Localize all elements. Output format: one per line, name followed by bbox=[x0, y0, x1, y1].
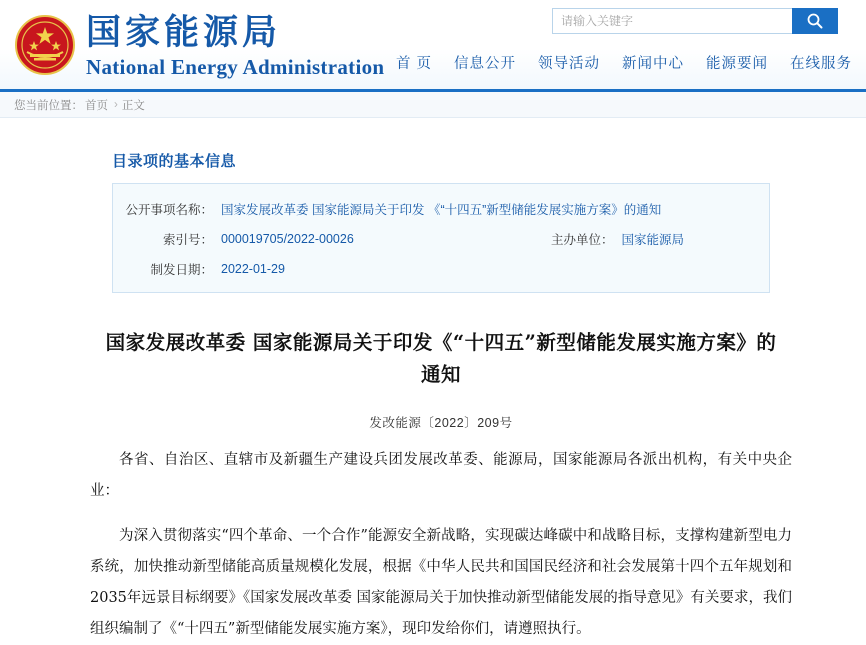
search-input[interactable] bbox=[552, 8, 792, 34]
meta-value-date: 2022-01-29 bbox=[221, 262, 285, 276]
meta-label-organizer: 主办单位： bbox=[550, 233, 614, 247]
meta-table bbox=[113, 194, 769, 284]
breadcrumb bbox=[0, 92, 866, 118]
table-row bbox=[113, 224, 769, 254]
meta-value-organizer: 国家能源局 bbox=[621, 233, 684, 247]
site-title-en: National Energy Administration bbox=[86, 55, 385, 79]
meta-label-index: 索引号： bbox=[162, 233, 213, 247]
nav-item-energy-headlines[interactable]: 能源要闻 bbox=[706, 56, 768, 72]
breadcrumb-label: 您当前位置： bbox=[14, 99, 83, 112]
breadcrumb-separator-icon: › bbox=[114, 98, 118, 111]
national-emblem-icon bbox=[14, 14, 76, 76]
table-row bbox=[113, 194, 769, 224]
page-content bbox=[0, 118, 866, 645]
meta-section-title: 目录项的基本信息 bbox=[112, 153, 237, 170]
breadcrumb-item-current: 正文 bbox=[121, 99, 145, 112]
meta-value-index: 000019705/2022-00026 bbox=[221, 232, 354, 246]
meta-info-panel bbox=[112, 183, 770, 293]
search-box bbox=[552, 8, 838, 34]
main-nav bbox=[396, 52, 852, 73]
document-number: 发改能源〔2022〕209号 bbox=[369, 416, 513, 430]
document-title: 国家发展改革委 国家能源局关于印发《“十四五”新型储能发展实施方案》的通知 bbox=[105, 331, 777, 386]
site-title-cn: 国家能源局 bbox=[86, 13, 282, 53]
breadcrumb-item-home[interactable]: 首页 bbox=[85, 99, 108, 112]
meta-label-date: 制发日期： bbox=[150, 263, 213, 277]
nav-item-info-disclosure[interactable]: 信息公开 bbox=[454, 56, 516, 72]
table-row bbox=[113, 254, 769, 284]
meta-label-name: 公开事项名称： bbox=[125, 203, 213, 217]
nav-item-leader-activities[interactable]: 领导活动 bbox=[538, 56, 600, 72]
site-header bbox=[0, 0, 866, 92]
search-icon bbox=[806, 12, 824, 30]
nav-item-news-center[interactable]: 新闻中心 bbox=[622, 56, 684, 72]
site-brand bbox=[86, 12, 384, 80]
nav-item-home[interactable]: 首 页 bbox=[395, 56, 432, 72]
search-button[interactable] bbox=[792, 8, 838, 34]
document-paragraph-salutation: 各省、自治区、直辖市及新疆生产建设兵团发展改革委、能源局，国家能源局各派出机构，有关中央企业： bbox=[90, 452, 792, 499]
meta-value-name: 国家发展改革委 国家能源局关于印发 《“十四五”新型储能发展实施方案》的通知 bbox=[221, 203, 662, 217]
document-paragraph-body: 为深入贯彻落实“四个革命、一个合作”能源安全新战略，实现碳达峰碳中和战略目标，支撑构建新型电力系统，加快推动新型储能高质量规模化发展，根据《中华人民共和国国民经济和社会发展第十四个五年规划和2035年远景目标纲要》《国家发展改革委 国家能源局关于加快推动新型储能发展的指导意见》有关要求，我们组织编制了《“十四五”新型储能发展实施方案》，现印发给你们，请遵照执行。 bbox=[90, 528, 792, 637]
nav-item-online-services[interactable]: 在线服务 bbox=[790, 56, 852, 72]
